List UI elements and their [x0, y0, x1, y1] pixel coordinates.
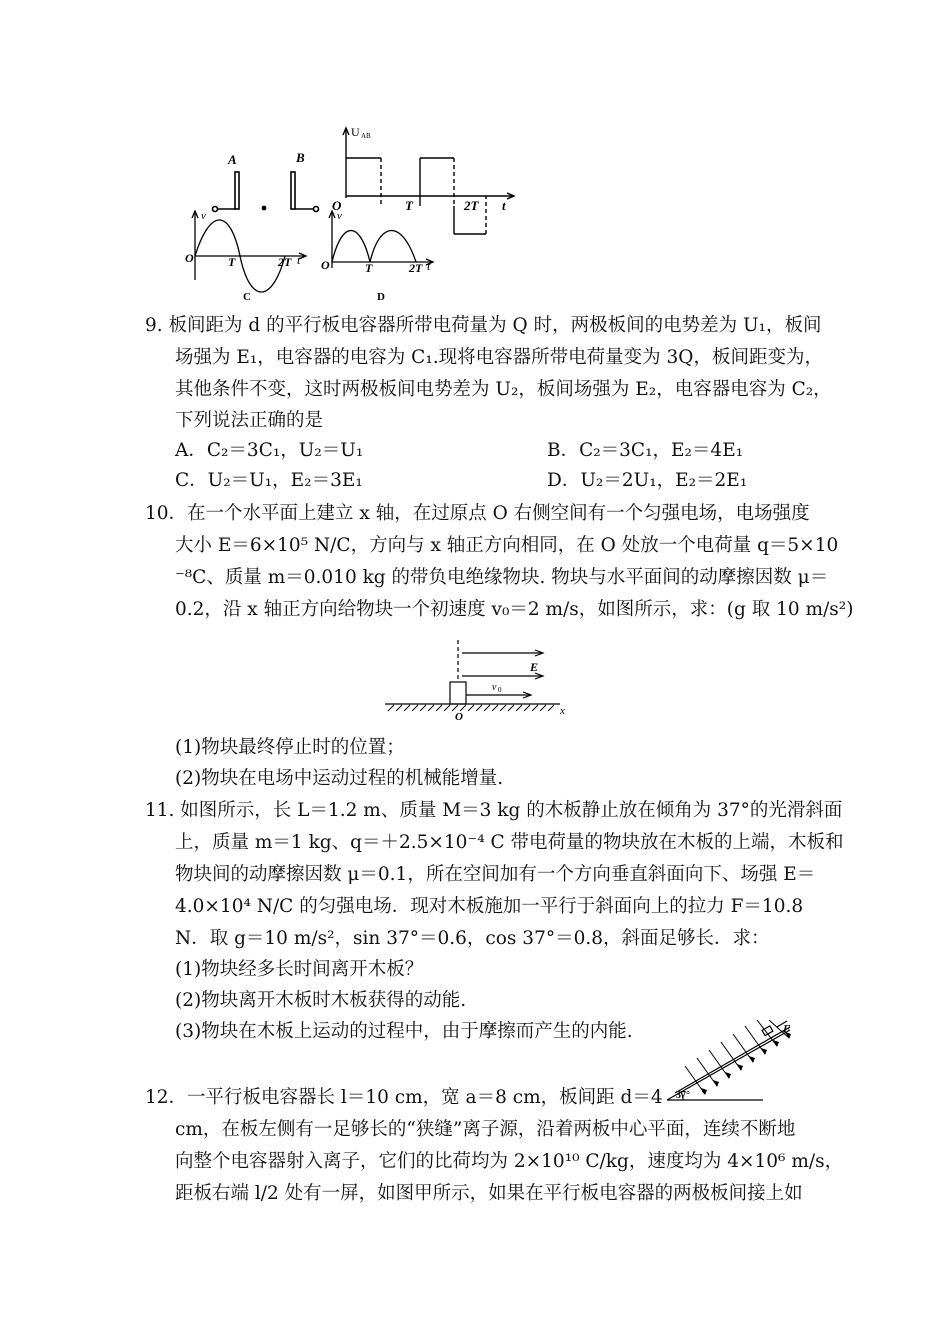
u-axis-subscript: AB — [361, 132, 371, 140]
q12-line-1: 12．一平行板电容器长 l＝10 cm，宽 a＝8 cm，板间距 d＝4 — [145, 1087, 663, 1108]
q10-line-4: 0.2，沿 x 轴正方向给物块一个初速度 v₀＝2 m/s，如图所示，求：(g 取 10 m/s²) — [175, 599, 854, 620]
incline-figure — [665, 1020, 805, 1106]
waveform-figure — [180, 120, 530, 310]
c-t-axis: t — [297, 253, 301, 267]
angle-label: 37° — [676, 1090, 690, 1101]
q9-line-1: 9. 板间距为 d 的平行板电容器所带电荷量为 Q 时，两极板间的电势差为 U₁，板间 — [145, 315, 822, 336]
label-a: A — [228, 152, 237, 167]
q9-option-d: D．U₂＝2U₁，E₂＝2E₁ — [547, 470, 748, 491]
q11-sub-3: (3)物块在木板上运动的过程中，由于摩擦而产生的内能. — [175, 1021, 633, 1042]
c-tick-t: T — [228, 255, 236, 269]
label-b: B — [296, 150, 305, 165]
tick-2t: 2T — [464, 198, 479, 213]
c-v-axis: v — [201, 210, 206, 222]
q11-line-3: 物块间的动摩擦因数 μ＝0.1，所在空间加有一个方向垂直斜面向下、场强 E＝ — [175, 864, 816, 885]
origin-label: O — [455, 711, 463, 723]
q12-line-3: 向整个电容器射入离子，它们的比荷均为 2×10¹⁰ C/kg，速度均为 4×10⁶ m/s， — [175, 1151, 844, 1172]
q9-option-a: A．C₂＝3C₁，U₂＝U₁ — [175, 440, 364, 461]
tick-t: T — [405, 198, 413, 213]
q9-line-2: 场强为 E₁，电容器的电容为 C₁.现将电容器所带电荷量变为 3Q，板间距变为， — [175, 347, 823, 368]
q11-sub-2: (2)物块离开木板时木板获得的动能. — [175, 990, 467, 1011]
velocity-subscript: 0 — [498, 686, 502, 694]
c-origin: O — [185, 251, 194, 265]
force-label-f: F — [783, 1023, 791, 1035]
q11-line-5: N．取 g＝10 m/s²，sin 37°＝0.6，cos 37°＝0.8，斜面足够长．求： — [175, 928, 770, 949]
x-axis-label: x — [560, 705, 565, 717]
q12-line-2: cm，在板左侧有一足够长的“狭缝”离子源，沿着两板中心平面，连续不断地 — [175, 1119, 796, 1140]
q10-line-3: ⁻⁸C、质量 m＝0.010 kg 的带负电绝缘物块. 物块与水平面间的动摩擦因数 μ＝ — [175, 567, 829, 588]
d-tick-t: T — [365, 261, 373, 275]
d-tick-2t: 2T — [409, 261, 423, 275]
q11-line-4: 4.0×10⁴ N/C 的匀强电场．现对木板施加一平行于斜面向上的拉力 F＝10.8 — [175, 896, 804, 917]
label-d: D — [377, 291, 385, 303]
electric-field-block-figure — [380, 638, 580, 723]
d-v-axis: v — [337, 210, 342, 222]
q10-sub-1: (1)物块最终停止时的位置； — [175, 737, 405, 758]
velocity-label: v — [492, 682, 497, 693]
c-tick-2t: 2T — [278, 255, 292, 269]
q11-line-2: 上，质量 m＝1 kg、q＝＋2.5×10⁻⁴ C 带电荷量的物块放在木板的上端，木板和 — [175, 832, 844, 853]
d-t-axis: t — [427, 259, 431, 273]
q9-line-3: 其他条件不变，这时两极板间电势差为 U₂，板间场强为 E₂，电容器电容为 C₂， — [175, 379, 832, 400]
origin-label: O — [332, 198, 342, 213]
u-axis-label: U — [351, 125, 360, 139]
d-origin: O — [321, 258, 330, 272]
q11-sub-1: (1)物块经多长时间离开木板？ — [175, 959, 424, 980]
t-axis-label: t — [502, 198, 506, 213]
q12-line-4: 距板右端 l/2 处有一屏，如图甲所示，如果在平行板电容器的两极板间接上如 — [175, 1183, 803, 1204]
q10-sub-2: (2)物块在电场中运动过程的机械能增量. — [175, 768, 504, 789]
q9-option-b: B．C₂＝3C₁，E₂＝4E₁ — [547, 440, 744, 461]
q10-line-1: 10．在一个水平面上建立 x 轴，在过原点 O 右侧空间有一个匀强电场，电场强度 — [145, 503, 810, 524]
field-label-e: E — [530, 660, 539, 674]
q9-line-4: 下列说法正确的是 — [175, 410, 324, 431]
q9-option-c: C．U₂＝U₁，E₂＝3E₁ — [175, 470, 363, 491]
label-c: C — [243, 291, 251, 303]
q11-line-1: 11. 如图所示，长 L＝1.2 m、质量 M＝3 kg 的木板静止放在倾角为 37°的光滑斜面 — [145, 800, 843, 821]
q10-line-2: 大小 E＝6×10⁵ N/C，方向与 x 轴正方向相同，在 O 处放一个电荷量 q＝5×10 — [175, 535, 839, 556]
